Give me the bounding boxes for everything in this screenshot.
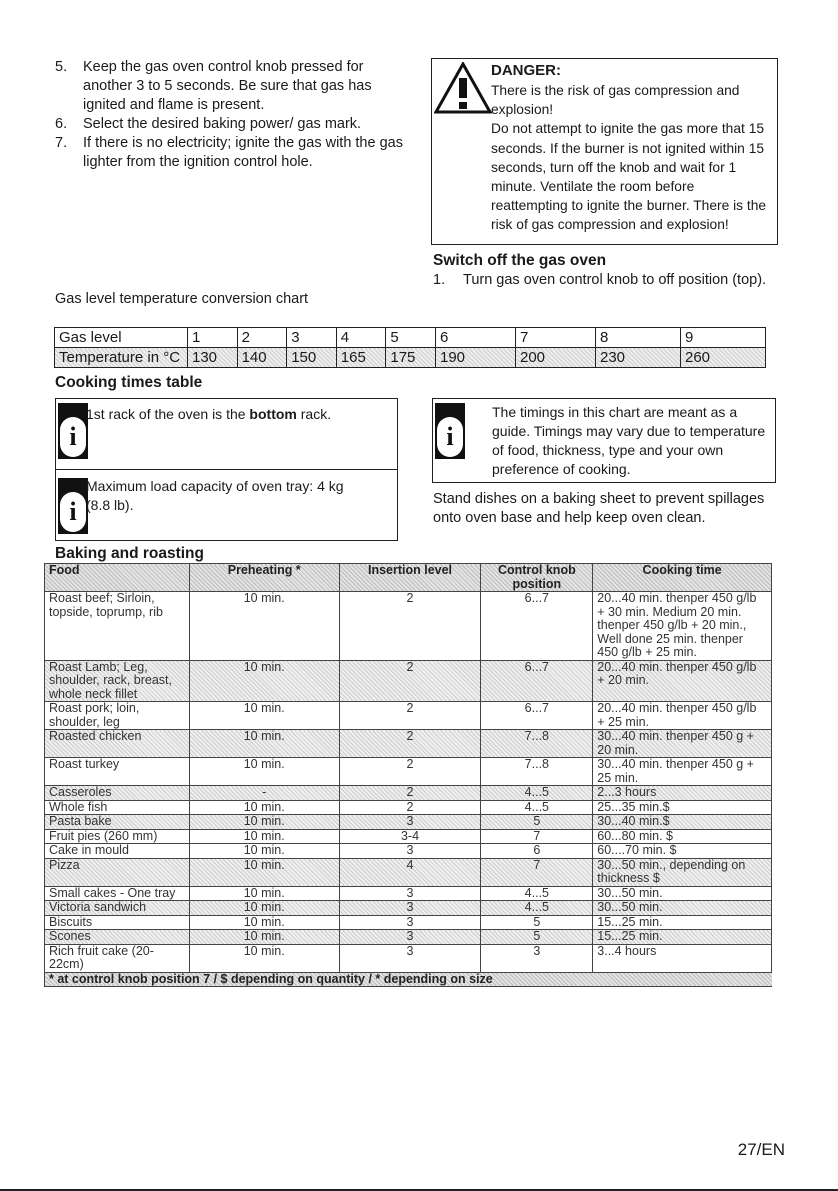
preheating-cell: 10 min. (189, 886, 339, 901)
insertion-level-cell: 3 (339, 944, 481, 972)
knob-position-cell: 4...5 (481, 786, 593, 801)
food-cell: Roast turkey (45, 758, 190, 786)
column-header: Preheating * (189, 564, 339, 592)
cooking-time-cell: 2...3 hours (593, 786, 772, 801)
danger-body (491, 81, 774, 235)
food-cell: Casseroles (45, 786, 190, 801)
table-cell: 175 (386, 348, 436, 368)
temperature-row (55, 348, 766, 368)
danger-title: DANGER: (491, 62, 561, 79)
gas-conversion-table (54, 327, 766, 368)
table-cell: 150 (287, 348, 337, 368)
table-cell: 8 (596, 328, 681, 348)
info-icon: i (58, 403, 88, 459)
table-cell: 140 (237, 348, 287, 368)
cooking-time-cell: 30...40 min.$ (593, 815, 772, 830)
cooking-time-cell: 20...40 min. thenper 450 g/lb + 25 min. (593, 702, 772, 730)
preheating-cell: 10 min. (189, 930, 339, 945)
footnote: * at control knob position 7 / $ depending on quantity / * depending on size (45, 972, 772, 987)
knob-position-cell: 7 (481, 858, 593, 886)
step-text: If there is no electricity; ignite the gas with the gas lighter from the ignition control hole. (83, 135, 403, 170)
table-row (45, 829, 772, 844)
step-number: 6. (55, 116, 68, 132)
knob-position-cell: 6...7 (481, 660, 593, 702)
table-row (45, 592, 772, 661)
page-number: 27/EN (737, 1140, 785, 1159)
table-header-row (45, 564, 772, 592)
rack-info-text: 1st rack of the oven is the bottom rack. (86, 406, 332, 422)
preheating-cell: 10 min. (189, 800, 339, 815)
step-text: Select the desired baking power/ gas mark. (83, 116, 362, 132)
table-row (45, 944, 772, 972)
rack-info-box (55, 398, 398, 541)
table-cell: 4 (336, 328, 386, 348)
knob-position-cell: 3 (481, 944, 593, 972)
step-5 (55, 58, 415, 115)
insertion-level-cell: 2 (339, 592, 481, 661)
info-icon: i (58, 478, 88, 534)
cooking-times-title: Cooking times table (55, 374, 203, 391)
table-cell: 7 (516, 328, 596, 348)
food-cell: Fruit pies (260 mm) (45, 829, 190, 844)
preheating-cell: 10 min. (189, 815, 339, 830)
insertion-level-cell: 3-4 (339, 829, 481, 844)
table-row (45, 702, 772, 730)
food-cell: Pizza (45, 858, 190, 886)
insertion-level-cell: 3 (339, 915, 481, 930)
table-cell: 230 (596, 348, 681, 368)
cooking-time-cell: 30...50 min., depending on thickness $ (593, 858, 772, 886)
food-cell: Pasta bake (45, 815, 190, 830)
table-row (45, 730, 772, 758)
preheating-cell: 10 min. (189, 758, 339, 786)
table-cell: 2 (237, 328, 287, 348)
food-cell: Roast Lamb; Leg, shoulder, rack, breast, whole neck fillet (45, 660, 190, 702)
preheating-cell: 10 min. (189, 829, 339, 844)
cooking-time-cell: 15...25 min. (593, 915, 772, 930)
cooking-time-cell: 60....70 min. $ (593, 844, 772, 859)
table-cell: 130 (188, 348, 238, 368)
step-text: Keep the gas oven control knob pressed for another 3 to 5 seconds. Be sure that gas has ignited and flame is present. (83, 59, 372, 113)
table-row (45, 786, 772, 801)
cooking-time-cell: 3...4 hours (593, 944, 772, 972)
timing-info-text: The timings in this chart are meant as a guide. Timings may vary due to temperature of food, thickness, type and your own preference of cooking. (492, 404, 766, 477)
knob-position-cell: 5 (481, 930, 593, 945)
preheating-cell: - (189, 786, 339, 801)
insertion-level-cell: 2 (339, 702, 481, 730)
preheating-cell: 10 min. (189, 915, 339, 930)
step-number: 5. (55, 59, 68, 75)
cooking-time-cell: 30...50 min. (593, 901, 772, 916)
warning-triangle-icon (434, 62, 492, 114)
table-cell: 9 (681, 328, 766, 348)
baking-roasting-title: Baking and roasting (55, 545, 204, 562)
knob-position-cell: 5 (481, 915, 593, 930)
table-cell: 6 (436, 328, 516, 348)
table-row (45, 660, 772, 702)
danger-line-2: explosion! (491, 102, 554, 118)
table-footnote-row (45, 972, 772, 987)
preheating-cell: 10 min. (189, 901, 339, 916)
table-cell: 165 (336, 348, 386, 368)
load-capacity-text: Maximum load capacity of oven tray: 4 kg (8.8 lb). (86, 478, 344, 513)
step-number: 1. (433, 272, 446, 288)
knob-position-cell: 6 (481, 844, 593, 859)
knob-position-cell: 6...7 (481, 702, 593, 730)
column-header: Control knob position (481, 564, 593, 592)
preheating-cell: 10 min. (189, 944, 339, 972)
cooking-time-cell: 15...25 min. (593, 930, 772, 945)
step-7 (55, 134, 415, 172)
gas-level-row (55, 328, 766, 348)
knob-position-cell: 7...8 (481, 730, 593, 758)
table-row (45, 844, 772, 859)
insertion-level-cell: 3 (339, 815, 481, 830)
knob-position-cell: 6...7 (481, 592, 593, 661)
food-cell: Cake in mould (45, 844, 190, 859)
timing-info-box (432, 398, 776, 483)
insertion-level-cell: 3 (339, 886, 481, 901)
insertion-level-cell: 2 (339, 786, 481, 801)
insertion-level-cell: 4 (339, 858, 481, 886)
table-row (45, 901, 772, 916)
insertion-level-cell: 2 (339, 660, 481, 702)
cooking-time-cell: 20...40 min. thenper 450 g/lb + 30 min. Medium 20 min. thenper 450 g/lb + 20 min., Well done 25 min. thenper 450 g/lb + 25 min. (593, 592, 772, 661)
food-cell: Biscuits (45, 915, 190, 930)
food-cell: Scones (45, 930, 190, 945)
cooking-time-cell: 30...50 min. (593, 886, 772, 901)
step-number: 7. (55, 135, 68, 151)
knob-position-cell: 7 (481, 829, 593, 844)
danger-text: Do not attempt to ignite the gas more that 15 seconds. If the burner is not ignited within 15 seconds, turn off the knob and wait for 1 minute. Ventilate the room before reattempting to ignite the burner. There is the risk of gas compression and explosion! (491, 121, 767, 233)
table-row (45, 886, 772, 901)
knob-position-cell: 4...5 (481, 901, 593, 916)
ignition-steps (55, 58, 415, 172)
food-cell: Rich fruit cake (20-22cm) (45, 944, 190, 972)
row-label: Temperature in °C (55, 348, 188, 368)
insertion-level-cell: 2 (339, 800, 481, 815)
table-cell: 3 (287, 328, 337, 348)
preheating-cell: 10 min. (189, 730, 339, 758)
food-cell: Whole fish (45, 800, 190, 815)
preheating-cell: 10 min. (189, 858, 339, 886)
food-cell: Victoria sandwich (45, 901, 190, 916)
divider (56, 469, 397, 470)
table-row (45, 815, 772, 830)
stand-dishes-text: Stand dishes on a baking sheet to prevent spillages onto oven base and help keep oven clean. (433, 491, 765, 526)
conversion-chart-title: Gas level temperature conversion chart (55, 291, 309, 307)
column-header: Cooking time (593, 564, 772, 592)
food-cell: Roast pork; loin, shoulder, leg (45, 702, 190, 730)
table-row (45, 800, 772, 815)
row-label: Gas level (55, 328, 188, 348)
baking-roasting-table (44, 563, 772, 987)
column-header: Food (45, 564, 190, 592)
cooking-time-cell: 30...40 min. thenper 450 g + 20 min. (593, 730, 772, 758)
step-text: Turn gas oven control knob to off position (top). (463, 272, 767, 288)
cooking-time-cell: 60...80 min. $ (593, 829, 772, 844)
table-cell: 1 (188, 328, 238, 348)
table-cell: 200 (516, 348, 596, 368)
insertion-level-cell: 3 (339, 901, 481, 916)
switch-off-title: Switch off the gas oven (433, 252, 607, 269)
column-header: Insertion level (339, 564, 481, 592)
insertion-level-cell: 2 (339, 730, 481, 758)
table-row (45, 758, 772, 786)
cooking-time-cell: 30...40 min. thenper 450 g + 25 min. (593, 758, 772, 786)
danger-box (431, 58, 778, 245)
insertion-level-cell: 3 (339, 930, 481, 945)
table-cell: 190 (436, 348, 516, 368)
food-cell: Small cakes - One tray (45, 886, 190, 901)
preheating-cell: 10 min. (189, 844, 339, 859)
food-cell: Roast beef; Sirloin, topside, toprump, rib (45, 592, 190, 661)
table-cell: 260 (681, 348, 766, 368)
knob-position-cell: 7...8 (481, 758, 593, 786)
knob-position-cell: 4...5 (481, 886, 593, 901)
table-row (45, 930, 772, 945)
info-icon: i (435, 403, 465, 459)
insertion-level-cell: 2 (339, 758, 481, 786)
preheating-cell: 10 min. (189, 702, 339, 730)
table-row (45, 915, 772, 930)
cooking-time-cell: 20...40 min. thenper 450 g/lb + 20 min. (593, 660, 772, 702)
table-cell: 5 (386, 328, 436, 348)
knob-position-cell: 4...5 (481, 800, 593, 815)
preheating-cell: 10 min. (189, 660, 339, 702)
insertion-level-cell: 3 (339, 844, 481, 859)
danger-line-1: There is the risk of gas compression and (491, 83, 740, 98)
switch-off-step (433, 272, 766, 288)
food-cell: Roasted chicken (45, 730, 190, 758)
knob-position-cell: 5 (481, 815, 593, 830)
preheating-cell: 10 min. (189, 592, 339, 661)
step-6 (55, 115, 415, 134)
table-row (45, 858, 772, 886)
cooking-time-cell: 25...35 min.$ (593, 800, 772, 815)
